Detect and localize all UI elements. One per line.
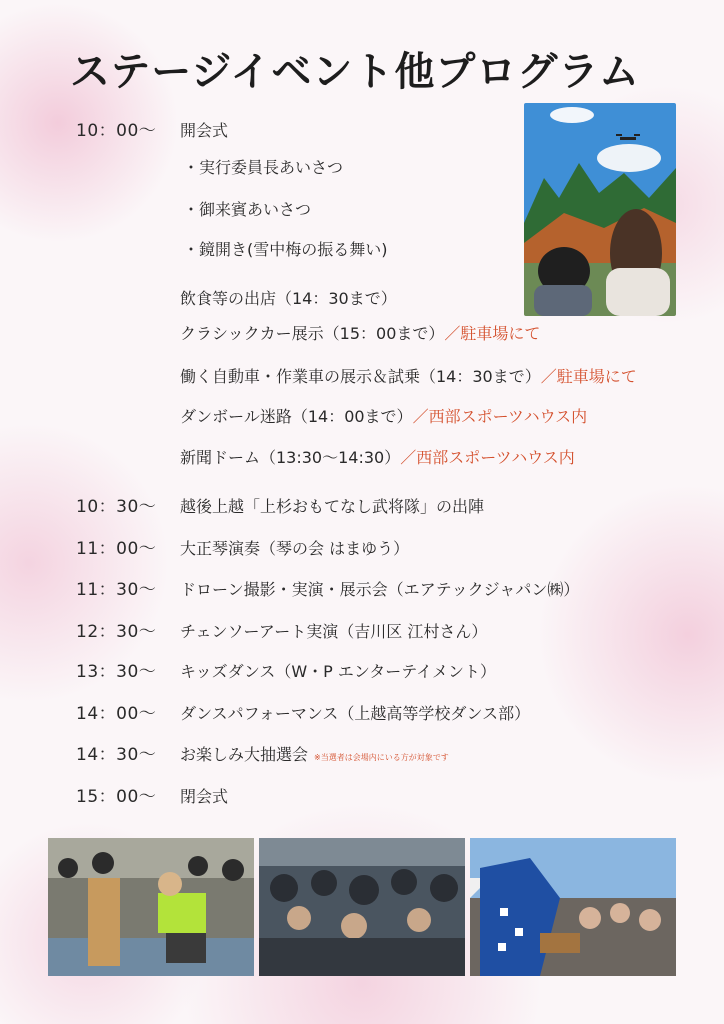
time-1130: 11：30～ <box>76 580 157 600</box>
event-1130: ドローン撮影・実演・展示会（エアテックジャパン㈱） <box>180 580 580 599</box>
time-1230: 12：30～ <box>76 622 157 642</box>
event-sub-1: ・実行委員長あいさつ <box>183 158 344 177</box>
event-dome: 新聞ドーム（13:30～14:30）／西部スポーツハウス内 <box>180 448 575 467</box>
time-1000: 10：00～ <box>76 121 157 141</box>
time-1430: 14：30～ <box>76 745 157 765</box>
photo-strip <box>48 838 676 976</box>
samurai-photo <box>470 838 676 976</box>
event-1430: お楽しみ大抽選会 ※当選者は会場内にいる方が対象です <box>180 745 449 764</box>
crowd-photo <box>259 838 465 976</box>
event-1100: 大正琴演奏（琴の会 はまゆう） <box>180 539 410 558</box>
time-1400: 14：00～ <box>76 704 157 724</box>
location-sports-house-2: ／西部スポーツハウス内 <box>400 448 575 467</box>
time-1030: 10：30～ <box>76 497 157 517</box>
lottery-note: ※当選者は会場内にいる方が対象です <box>314 753 449 762</box>
location-sports-house-1: ／西部スポーツハウス内 <box>412 407 588 426</box>
time-1500: 15：00～ <box>76 787 157 807</box>
time-1330: 13：30～ <box>76 662 157 682</box>
event-sub-2: ・御来賓あいさつ <box>183 200 312 219</box>
event-food: 飲食等の出店（14：30まで） <box>180 289 397 308</box>
event-vehicles: 働く自動車・作業車の展示＆試乗（14：30まで）／駐車場にて <box>180 367 637 386</box>
location-parking-1: ／駐車場にて <box>444 324 541 343</box>
chainsaw-art-photo <box>48 838 254 976</box>
event-1400: ダンスパフォーマンス（上越高等学校ダンス部） <box>180 704 531 723</box>
event-1500: 閉会式 <box>180 787 229 806</box>
event-1330: キッズダンス（W・P エンターテイメント） <box>180 662 496 681</box>
event-classic-car: クラシックカー展示（15：00まで）／駐車場にて <box>180 324 541 343</box>
event-opening: 開会式 <box>180 121 229 140</box>
page-title: ステージイベント他プログラム <box>70 49 640 95</box>
time-1100: 11：00～ <box>76 539 157 559</box>
event-sub-3: ・鏡開き(雪中梅の振る舞い) <box>183 240 388 259</box>
location-parking-2: ／駐車場にて <box>540 367 637 386</box>
event-maze: ダンボール迷路（14：00まで）／西部スポーツハウス内 <box>180 407 588 426</box>
event-1230: チェンソーアート実演（吉川区 江村さん） <box>180 622 488 641</box>
event-1030: 越後上越「上杉おもてなし武将隊」の出陣 <box>180 497 485 516</box>
